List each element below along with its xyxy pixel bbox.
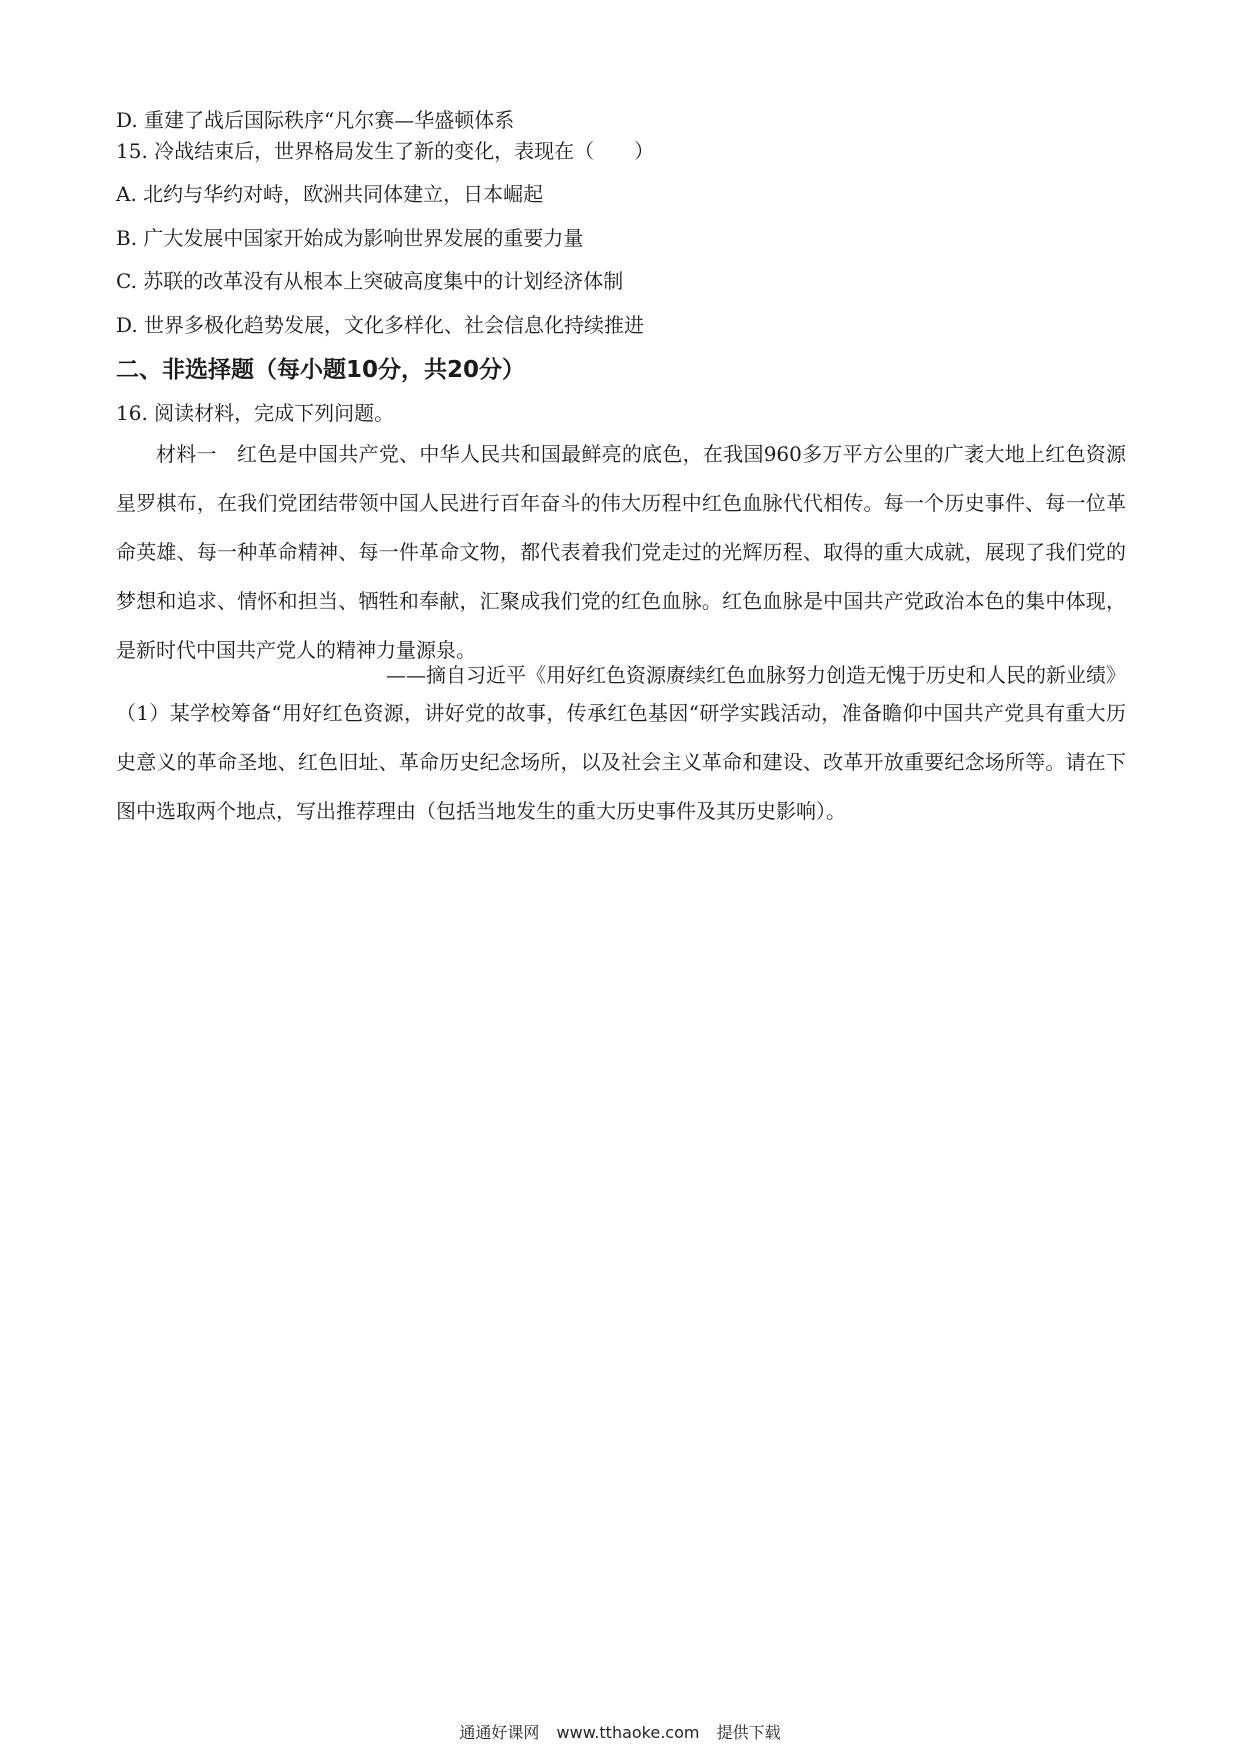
footer-url[interactable]: www.tthaoke.com [556, 1723, 700, 1742]
footer-site-name: 通通好课网 [459, 1723, 540, 1742]
section-2-title: 二、非选择题（每小题10分，共20分） [116, 357, 526, 383]
q15-option-d: D. 世界多极化趋势发展，文化多样化、社会信息化持续推进 [116, 313, 645, 337]
page-footer [0, 1722, 1240, 1744]
q15-option-c: C. 苏联的改革没有从根本上突破高度集中的计划经济体制 [116, 269, 624, 293]
q14-option-d: D. 重建了战后国际秩序“凡尔赛—华盛顿体系 [116, 108, 515, 132]
q16-stem: 16. 阅读材料，完成下列问题。 [116, 401, 395, 425]
q16-sub-question-1: （1）某学校筹备“用好红色资源，讲好党的故事，传承红色基因“研学实践活动，准备瞻仰中国共产党具有重大历史意义的革命圣地、红色旧址、革命历史纪念场所，以及社会主义革命和建设、改革开放重要纪念场所等。请在下图中选取两个地点，写出推荐理由（包括当地发生的重大历史事件及其历史影响）。 [116, 701, 1126, 823]
q16-material-1: 材料一 红色是中国共产党、中华人民共和国最鲜亮的底色，在我国960多万平方公里的广袤大地上红色资源星罗棋布，在我们党团结带领中国人民进行百年奋斗的伟大历程中红色血脉代代相传。每一个历史事件、每一位革命英雄、每一种革命精神、每一件革命文物，都代表着我们党走过的光辉历程、取得的重大成就，展现了我们党的梦想和追求、情怀和担当、牺牲和奉献，汇聚成我们党的红色血脉。红色血脉是中国共产党政治本色的集中体现，是新时代中国共产党人的精神力量源泉。 [116, 442, 1126, 662]
q16-attribution: ——摘自习近平《用好红色资源赓续红色血脉努力创造无愧于历史和人民的新业绩》 [386, 663, 1126, 687]
q15-option-b: B. 广大发展中国家开始成为影响世界发展的重要力量 [116, 226, 584, 250]
footer-note: 提供下载 [716, 1723, 781, 1742]
q15-option-a: A. 北约与华约对峙，欧洲共同体建立，日本崛起 [116, 182, 544, 206]
q15-stem: 15. 冷战结束后，世界格局发生了新的变化，表现在（ ） [116, 139, 655, 163]
